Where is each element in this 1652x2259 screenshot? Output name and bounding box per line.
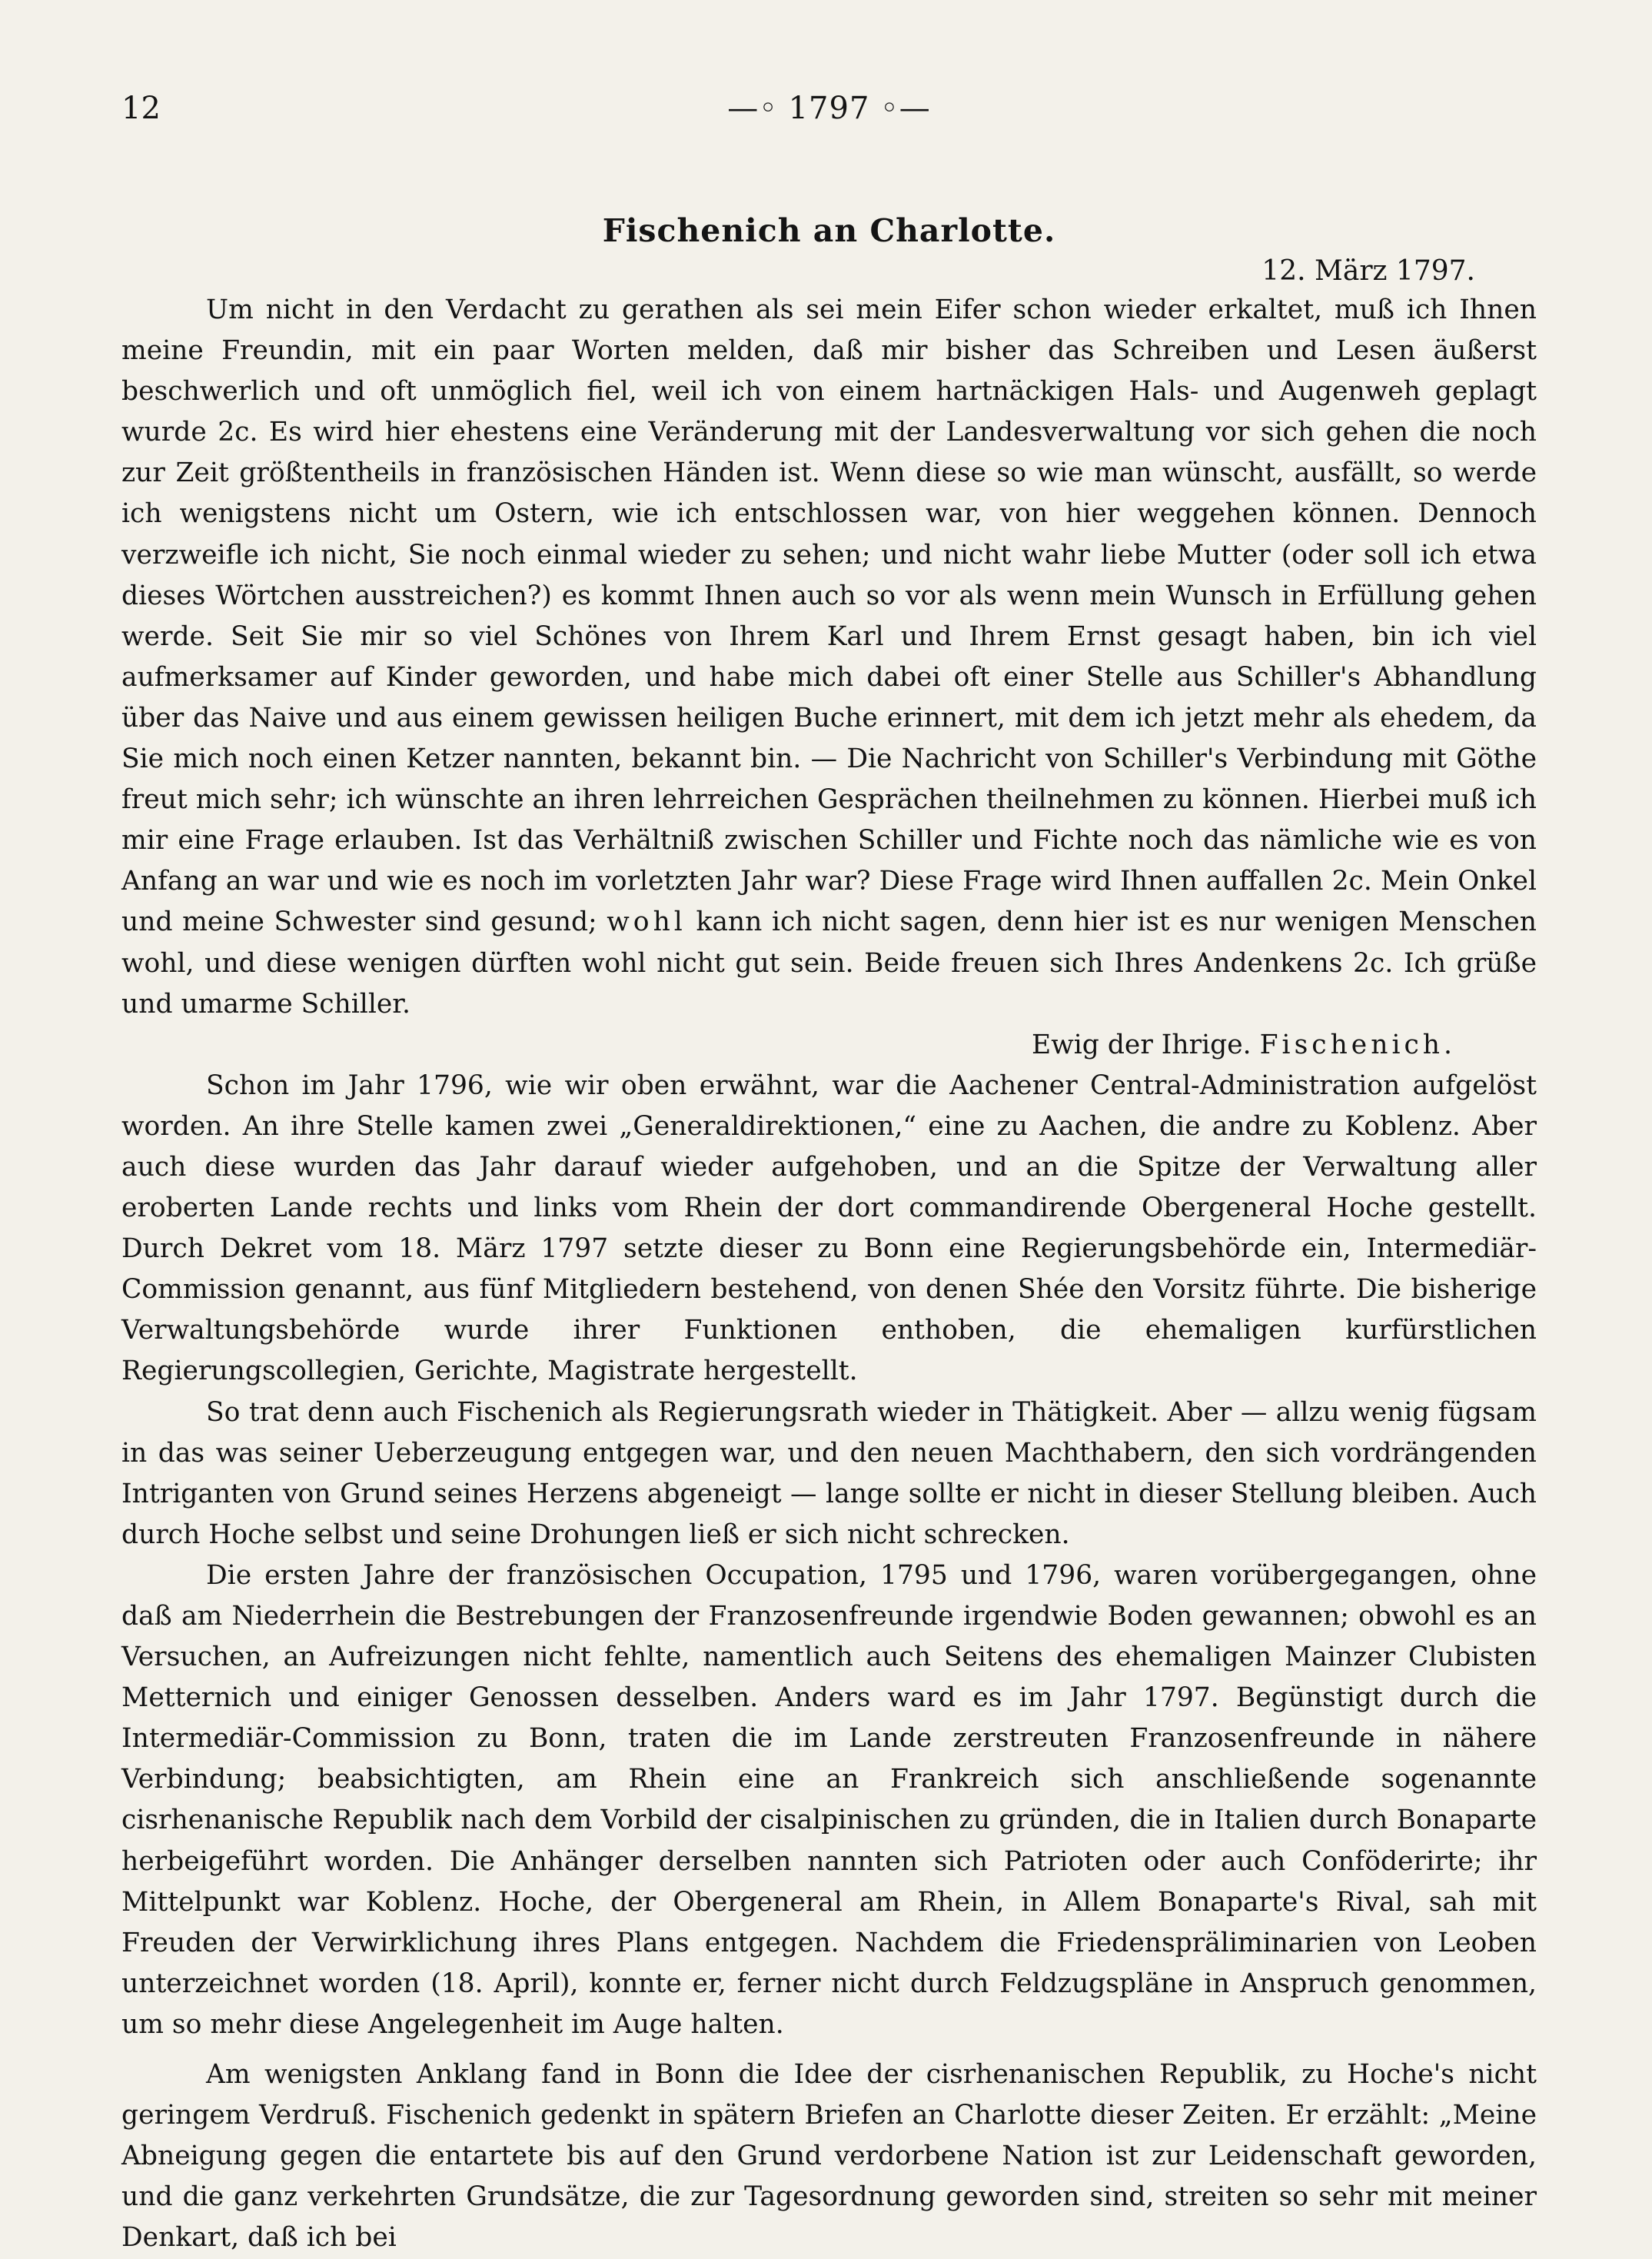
letter-paragraph-text: Um nicht in den Verdacht zu gerathen als sei mein Eifer schon wieder erkaltet, muß ich Ihnen meine Freundin, mit ein paar Worten melden, daß mir bisher das Schreiben und Lesen äußerst beschwerlich und oft unmöglich fiel, weil ich von einem hartnäckigen Hals- und Augenweh geplagt wurde 2c. Es wird hier ehestens eine Veränderung mit der Landesverwaltung vor sich gehen die noch zur Zeit größtentheils in französischen Händen ist. Wenn diese so wie man wünscht, ausfällt, so werde ich wenigstens nicht um Ostern, wie ich entschlossen war, von hier weggehen können. Dennoch verzweifle ich nicht, Sie noch einmal wieder zu sehen; und nicht wahr liebe Mutter (oder soll ich etwa dieses Wörtchen ausstreichen?) es kommt Ihnen auch so vor als wenn mein Wunsch in Erfüllung gehen werde. Seit Sie mir so viel Schönes von Ihrem Karl und Ihrem Ernst gesagt haben, bin ich viel aufmerksamer auf Kinder geworden, und habe mich dabei oft einer Stelle aus Schiller's Abhandlung über das Naive und aus einem gewissen heiligen Buche erinnert, mit dem ich jetzt mehr als ehedem, da Sie mich noch einen Ketzer nannten, bekannt bin. — Die Nachricht von Schiller's Verbindung mit Göthe freut mich sehr; ich wünschte an ihren lehrreichen Gesprächen theilnehmen zu können. Hierbei muß ich mir eine Frage erlauben. Ist das Verhältniß zwischen Schiller und Fichte noch das nämliche wie es von Anfang an war und wie es noch im vorletzten Jahr war? Diese Frage wird Ihnen auffallen 2c. Mein Onkel und meine Schwester sind gesund; <box>121 294 1537 938</box>
narrative-paragraph-3: Die ersten Jahre der französischen Occupation, 1795 und 1796, waren vorübergegangen, ohne daß am Niederrhein die Bestrebungen der Franzosenfreunde irgendwie Boden gewannen; obwohl es an Versuchen, an Aufreizungen nicht fehlte, namentlich auch Seitens des ehemaligen Mainzer Clubisten Metternich und einiger Genossen desselben. Anders ward es im Jahr 1797. Begünstigt durch die Intermediär-Commission zu Bonn, traten die im Lande zerstreuten Franzosenfreunde in nähere Verbindung; beabsichtigten, am Rhein eine an Frankreich sich anschließende sogenannte cisrhenanische Republik nach dem Vorbild der cisalpinischen zu gründen, die in Italien durch Bonaparte herbeigeführt worden. Die Anhänger derselben nannten sich Patrioten oder auch Conföderirte; ihr Mittelpunkt war Koblenz. Hoche, der Obergeneral am Rhein, in Allem Bonaparte's Rival, sah mit Freuden der Verwirklichung ihres Plans entgegen. Nachdem die Friedenspräliminarien von Leoben unterzeichnet worden (18. April), konnte er, ferner nicht durch Feldzugspläne in Anspruch genommen, um so mehr diese Angelegenheit im Auge halten. <box>121 1559 1537 2040</box>
emphasized-word: wohl <box>607 907 686 938</box>
letter-title: Fischenich an Charlotte. <box>602 212 1056 249</box>
narrative-text <box>121 1066 1537 2259</box>
paragraph-gap <box>121 2045 1537 2054</box>
signature-name: Fischenich. <box>1259 1029 1456 1060</box>
letter-signature <box>121 1025 1537 1066</box>
letter-paragraph-end: kann ich nicht sagen, denn hier ist es nur wenigen Menschen wohl, und diese wenigen dürften wohl nicht gut sein. Beide freuen sich Ihres Andenkens 2c. Ich grüße und umarme Schiller. <box>121 907 1537 1020</box>
narrative-paragraph-4: Am wenigsten Anklang fand in Bonn die Idee der cisrhenanischen Republik, zu Hoche's nicht geringem Verdruß. Fischenich gedenkt in spätern Briefen an Charlotte dieser Zeiten. Er erzählt: „Meine Abneigung gegen die entartete bis auf den Grund verdorbene Nation ist zur Leidenschaft geworden, und die ganz verkehrten Grundsätze, die zur Tagesordnung geworden sind, streiten so sehr mit meiner Denkart, daß ich bei <box>121 2059 1537 2254</box>
running-header <box>121 91 1537 137</box>
letter-closing: Ewig der Ihrige. <box>1032 1029 1251 1060</box>
page-number: 12 <box>121 91 161 126</box>
narrative-paragraph-1: Schon im Jahr 1796, wie wir oben erwähnt, war die Aachener Central-Administration aufgelöst worden. An ihre Stelle kamen zwei „Generaldirektionen,“ eine zu Aachen, die andre zu Koblenz. Aber auch diese wurden das Jahr darauf wieder aufgehoben, und an die Spitze der Verwaltung aller eroberten Lande rechts und links vom Rhein der dort commandirende Obergeneral Hoche gestellt. Durch Dekret vom 18. März 1797 setzte dieser zu Bonn eine Regierungsbehörde ein, Intermediär-Commission genannt, aus fünf Mitgliedern bestehend, von denen Shée den Vorsitz führte. Die bisherige Verwaltungsbehörde wurde ihrer Funktionen enthoben, die ehemaligen kurfürstlichen Regierungscollegien, Gerichte, Magistrate hergestellt. <box>121 1070 1537 1387</box>
narrative-paragraph-2: So trat denn auch Fischenich als Regierungsrath wieder in Thätigkeit. Aber — allzu wenig fügsam in das was seiner Ueberzeugung entgegen war, und den neuen Machthabern, den sich vordrängenden Intriganten von Grund seines Herzens abgeneigt — lange sollte er nicht in dieser Stellung bleiben. Auch durch Hoche selbst und seine Drohungen ließ er sich nicht schrecken. <box>121 1396 1537 1550</box>
letter-date: 12. März 1797. <box>1261 255 1475 287</box>
body-text <box>121 290 1537 1025</box>
letter-paragraph <box>121 290 1537 1025</box>
running-title: —◦ 1797 ◦— <box>727 91 931 126</box>
